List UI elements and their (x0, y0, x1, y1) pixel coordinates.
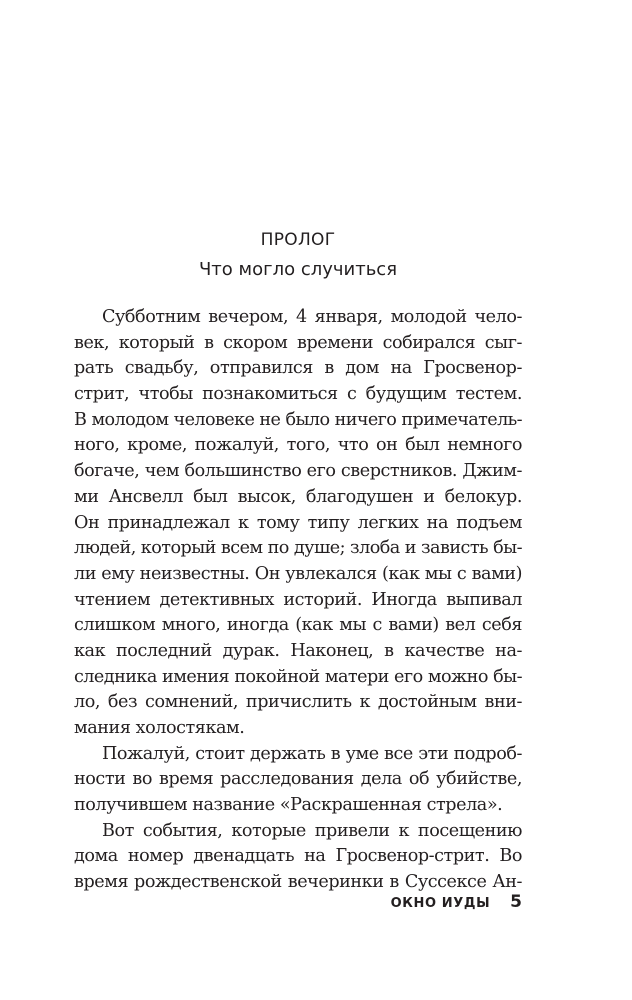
text-line: стрит, чтобы познакомиться с будущим тестем. (74, 384, 522, 405)
text-line: слишком много, иногда (как мы с вами) вел себя (74, 615, 522, 636)
paragraph (74, 742, 522, 819)
text-line: получившем название «Раскрашенная стрела». (74, 795, 503, 816)
text-line: ности во время расследования дела об убийстве, (74, 769, 522, 790)
text-line: ного, кроме, пожалуй, того, что он был немного (74, 435, 522, 456)
text-line: рать свадьбу, отправился в дом на Гросвенор- (74, 358, 522, 379)
text-line: мания холостякам. (74, 718, 245, 738)
text-line: Пожалуй, стоит держать в уме все эти подроб- (102, 743, 522, 764)
paragraph (74, 305, 522, 742)
text-line: век, который в скором времени собирался сыг- (74, 332, 522, 353)
text-line: В молодом человеке не было ничего примечатель- (74, 409, 522, 430)
body-text (74, 305, 522, 896)
text-line: дома номер двенадцать на Гросвенор-стрит. Во (74, 846, 522, 867)
text-line: чтением детективных историй. Иногда выпивал (74, 589, 522, 610)
chapter-label: ПРОЛОГ (260, 230, 336, 250)
text-line: Вот события, которые привели к посещению (102, 820, 522, 841)
text-line: как последний дурак. Наконец, в качестве на- (74, 640, 522, 661)
chapter-title: Что могло случиться (198, 259, 398, 280)
text-line: ли ему неизвестны. Он увлекался (как мы с вами) (74, 563, 522, 584)
page-number: 5 (510, 892, 522, 912)
text-line: людей, который всем по душе; злоба и зависть бы- (74, 538, 522, 559)
text-line: Субботним вечером, 4 января, молодой чело- (102, 307, 522, 327)
page-footer (391, 892, 522, 912)
text-line: следника имения покойной матери его можно бы- (74, 666, 522, 687)
text-line: время рождественской вечеринки в Суссексе Ан- (74, 872, 522, 893)
text-line: ло, без сомнений, причислить к достойным вни- (74, 692, 522, 713)
text-line: Он принадлежал к тому типу легких на подъем (74, 512, 522, 533)
running-title: ОКНО ИУДЫ (390, 896, 491, 911)
text-line: ми Ансвелл был высок, благодушен и белокур. (74, 486, 522, 507)
paragraph (74, 819, 522, 896)
text-line: богаче, чем большинство его сверстников. Джим- (74, 461, 522, 482)
